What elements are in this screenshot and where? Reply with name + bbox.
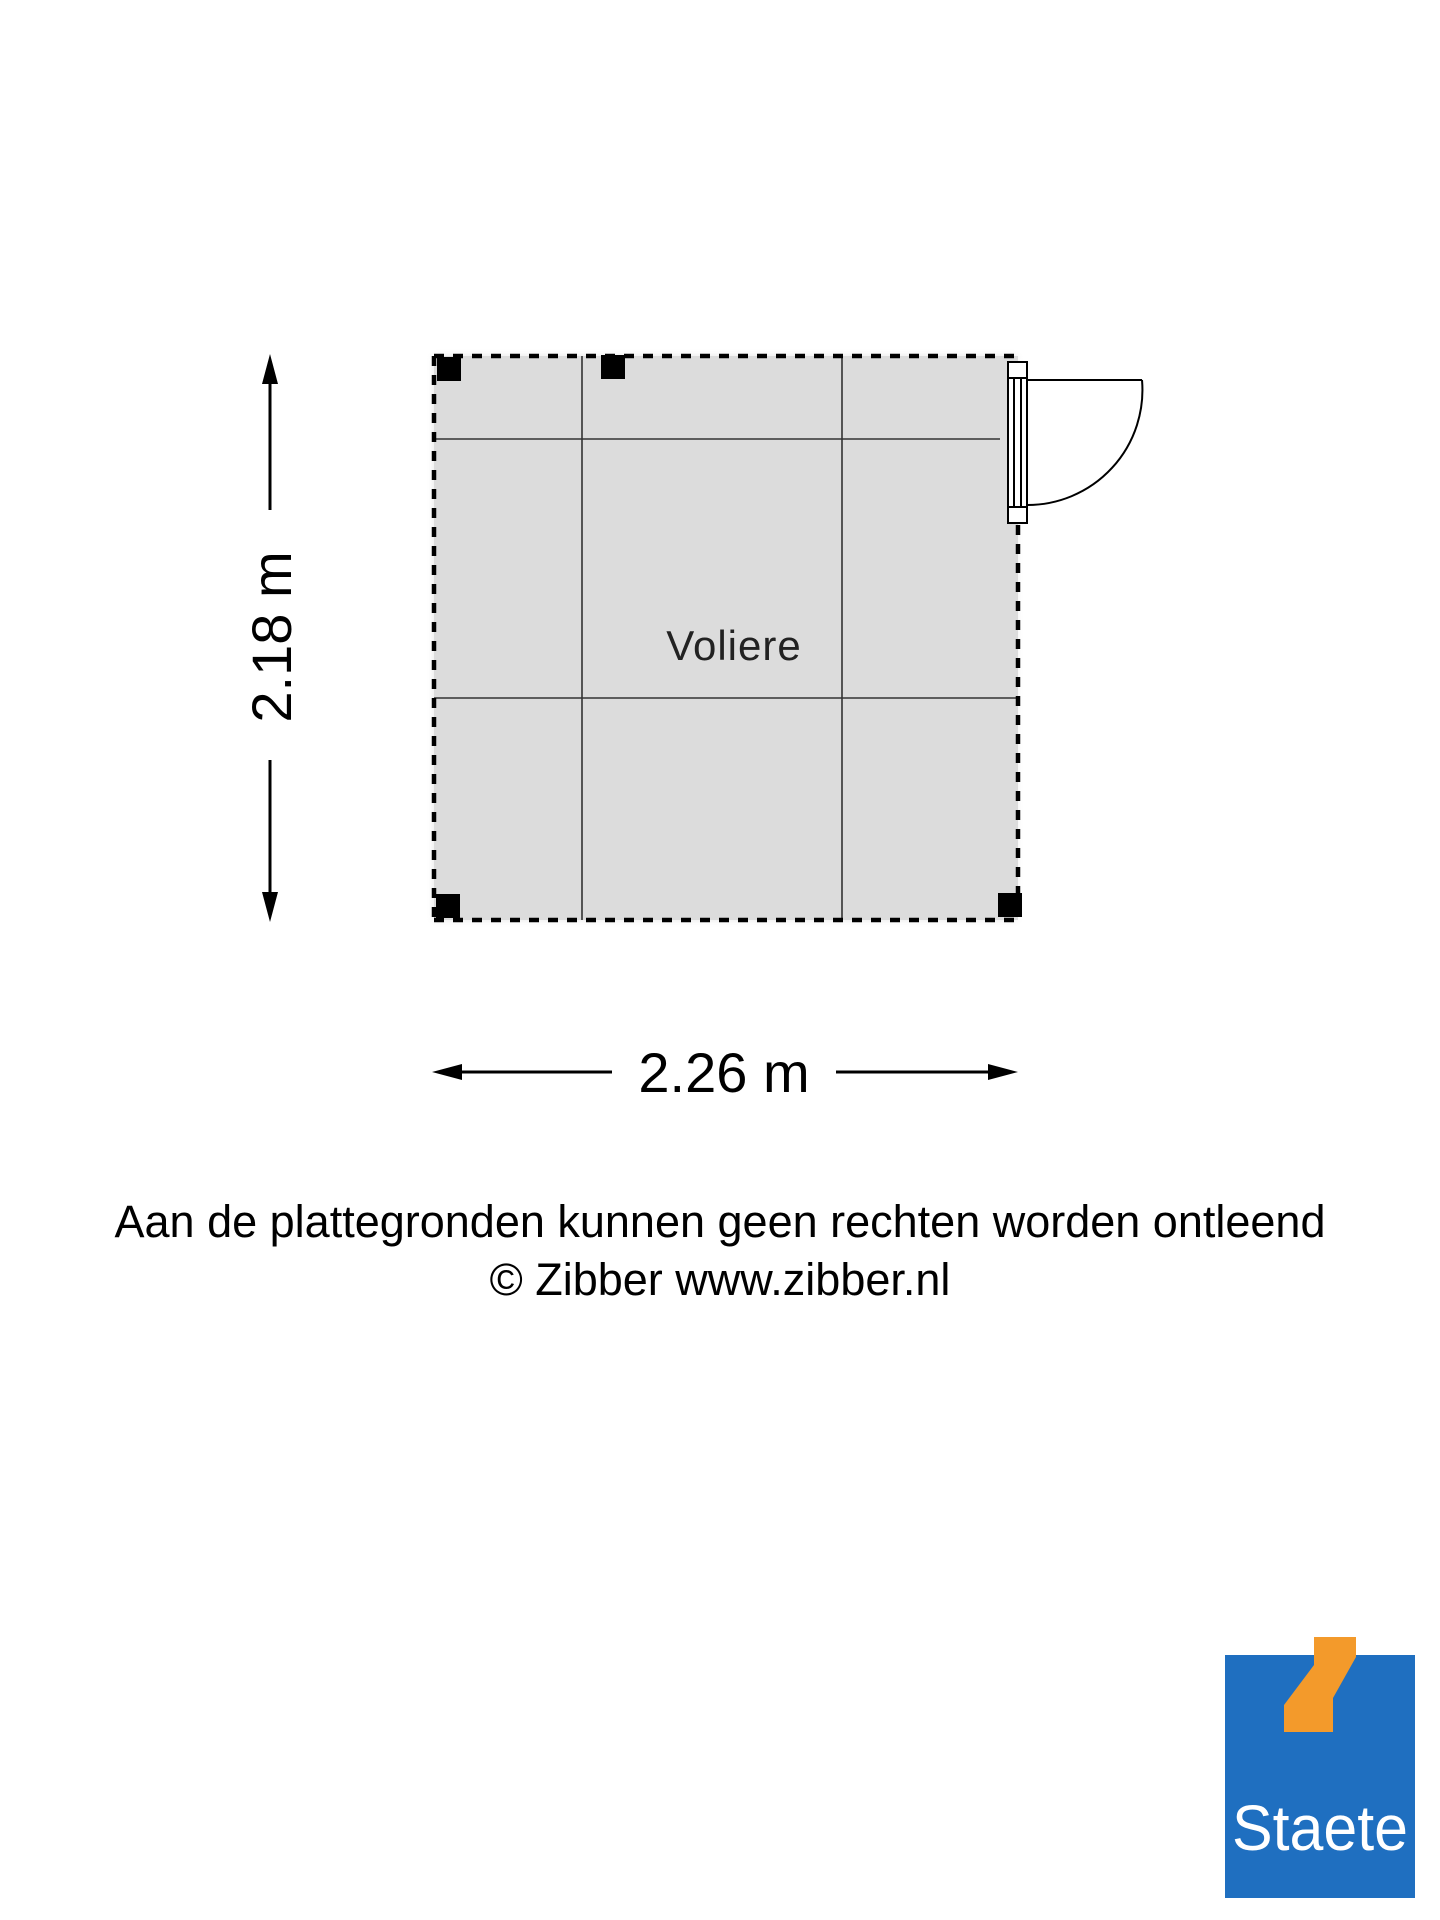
- arrow-down-icon: [262, 892, 278, 922]
- post-bottom-right: [998, 893, 1022, 917]
- arrow-up-icon: [262, 354, 278, 384]
- room-label: Voliere: [666, 622, 802, 669]
- arrow-left-icon: [432, 1064, 462, 1080]
- width-label: 2.26 m: [638, 1041, 810, 1104]
- door-swing-arc: [1027, 380, 1142, 505]
- disclaimer-text: Aan de plattegronden kunnen geen rechten worden ontleend: [114, 1196, 1326, 1247]
- door-frame: [1008, 362, 1027, 523]
- height-label: 2.18 m: [240, 551, 303, 723]
- arrow-right-icon: [988, 1064, 1018, 1080]
- door: [1008, 362, 1142, 523]
- copyright-text: © Zibber www.zibber.nl: [489, 1254, 951, 1305]
- post-top-middle: [601, 355, 625, 379]
- room-voliere: [433, 355, 1142, 921]
- post-top-left: [437, 357, 461, 381]
- staete-logo: [1225, 1637, 1415, 1898]
- logo-text: Staete: [1232, 1792, 1408, 1864]
- post-bottom-left: [436, 894, 460, 918]
